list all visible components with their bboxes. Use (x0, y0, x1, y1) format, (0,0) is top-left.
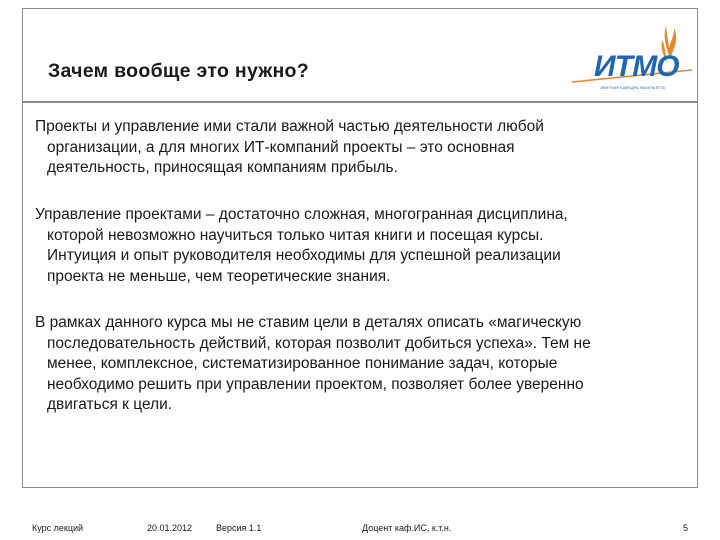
text-line: Проекты и управление ими стали важной частью деятельности любой (35, 118, 544, 135)
text-line: проекта не меньше, чем теоретические знания. (47, 267, 391, 285)
text-line: которой невозможно научиться только читая книги и посещая курсы. (47, 226, 544, 244)
logo-wordmark: ИТМО (594, 50, 679, 83)
text-line: Интуиция и опыт руководителя необходимы для успешной реализации (47, 247, 561, 264)
text-line: деятельность, приносящая компаниям прибыль. (47, 159, 398, 176)
footer-version: Версия 1.1 (216, 523, 262, 533)
text-line: организации, а для многих ИТ-компаний проекты – это основная (47, 138, 515, 156)
footer-course: Курс лекций (32, 523, 84, 533)
footer-author: Доцент каф.ИС, к.т.н. (362, 523, 452, 533)
itmo-logo (570, 20, 696, 100)
text-line: В рамках данного курса мы не ставим цели в деталях описать «магическую (35, 314, 582, 331)
paragraph-management (35, 205, 695, 287)
logo-tagline: ЭЛИТНАЯ КАФЕДРА ФАКУЛЬТЕТА (600, 85, 666, 90)
slide-title: Зачем вообще это нужно? (48, 60, 309, 82)
text-line: двигаться к цели. (47, 396, 173, 413)
text-line: необходимо решить при управлении проектом, позволяет более уверенно (47, 375, 584, 393)
footer-date: 20.01.2012 (147, 523, 193, 533)
paragraph-projects (35, 117, 695, 179)
paragraph-course-goals (35, 313, 695, 416)
text-line: Управление проектами – достаточно сложная, многогранная дисциплина, (35, 206, 568, 223)
text-line: последовательность действий, которая позволит добиться успеха». Тем не (47, 334, 591, 352)
text-line: менее, комплексное, систематизированное понимание задач, которые (47, 355, 558, 372)
title-divider (22, 101, 698, 103)
footer-page-number: 5 (683, 523, 689, 533)
